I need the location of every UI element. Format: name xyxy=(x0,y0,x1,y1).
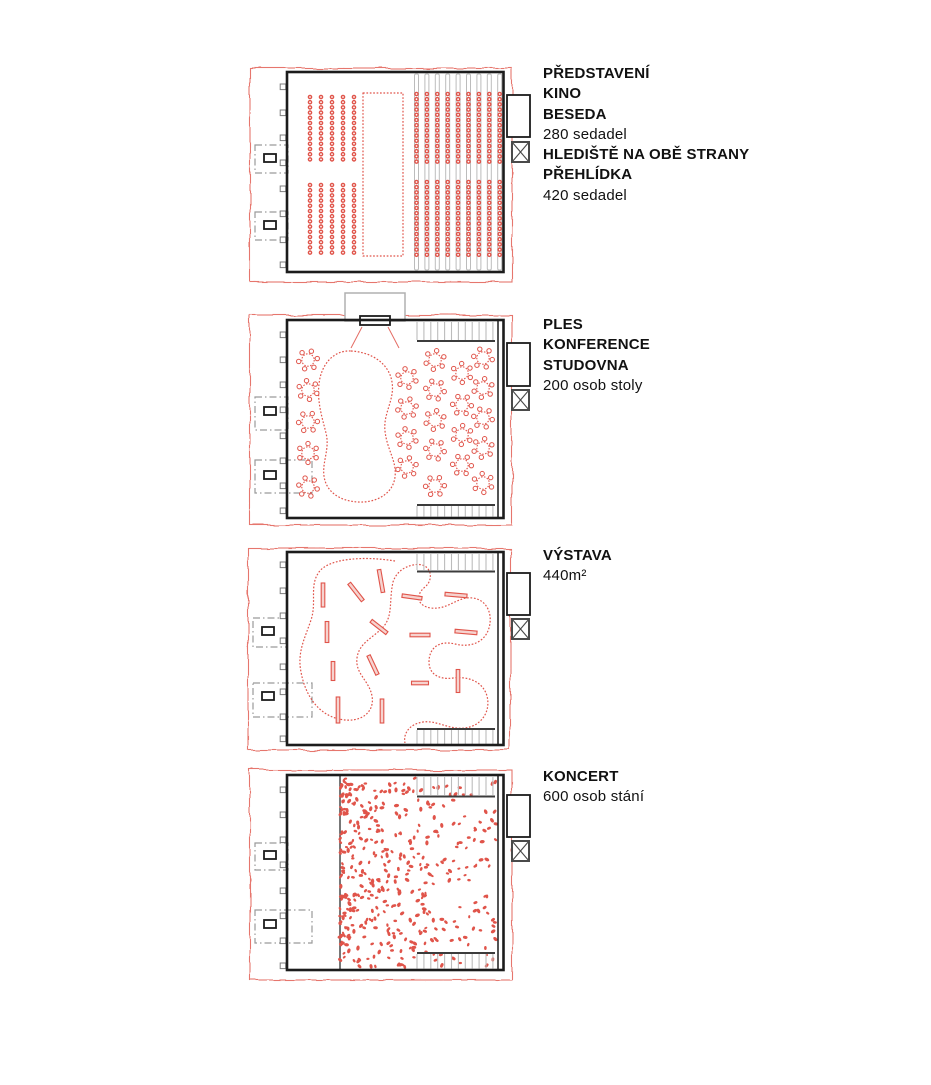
wall-columns xyxy=(280,332,286,514)
standing-crowd-dots xyxy=(337,776,498,969)
label-line: 600 osob stání xyxy=(543,788,645,806)
label-line: VÝSTAVA xyxy=(543,547,612,564)
label-line: 420 sedadel xyxy=(543,186,627,204)
label-line: PŘEDSTAVENÍ xyxy=(543,65,650,82)
exhibition-route xyxy=(300,559,490,743)
exhibit-panels xyxy=(321,569,477,723)
elevator-shaft-icon xyxy=(512,390,529,410)
stair-core xyxy=(507,343,530,386)
wall-columns xyxy=(280,84,286,268)
annex-rooms xyxy=(255,145,288,240)
plan-koncert-drawing xyxy=(245,760,540,985)
elevator-shaft-icon xyxy=(512,841,529,861)
label-line: KONCERT xyxy=(543,768,619,785)
plan-vystava xyxy=(245,540,540,760)
label-line: KINO xyxy=(543,85,582,103)
elevator-shaft-icon xyxy=(512,619,529,639)
stair-core xyxy=(507,573,530,615)
label-line: KONFERENCE xyxy=(543,336,651,354)
plan-ples xyxy=(245,290,540,535)
plan-predstaveni xyxy=(245,60,540,295)
stage-platform xyxy=(363,93,403,256)
label-line: 200 osob stoly xyxy=(543,376,643,394)
dance-floor xyxy=(319,351,396,502)
stair-core xyxy=(507,95,530,137)
label-block-predstaveni xyxy=(543,64,749,206)
plan-vystava-drawing xyxy=(245,540,540,755)
label-line: BESEDA xyxy=(543,105,607,123)
side-core xyxy=(507,795,530,861)
label-line: HLEDIŠTĚ NA OBĚ STRANY xyxy=(543,146,750,164)
label-line: 440m² xyxy=(543,567,587,585)
site-boundary xyxy=(250,68,512,282)
side-core xyxy=(507,343,530,410)
site-boundary xyxy=(250,770,512,980)
plan-predstaveni-drawing xyxy=(245,60,540,290)
plan-koncert xyxy=(245,760,540,990)
side-core xyxy=(507,95,530,162)
elevator-shaft-icon xyxy=(512,142,529,162)
label-line: PŘEHLÍDKA xyxy=(543,166,633,184)
hall-outline xyxy=(287,552,504,745)
label-line: PLES xyxy=(543,316,583,333)
label-line: 280 sedadel xyxy=(543,125,627,143)
seat-rows xyxy=(310,94,500,257)
label-block-ples xyxy=(543,315,650,396)
wall-columns xyxy=(280,787,286,969)
label-block-vystava xyxy=(543,546,612,587)
label-line: STUDOVNA xyxy=(543,356,629,374)
plan-ples-drawing xyxy=(245,290,540,530)
wall-columns xyxy=(280,562,286,742)
round-tables xyxy=(296,347,494,498)
label-block-koncert xyxy=(543,767,644,808)
stair-core xyxy=(507,795,530,837)
